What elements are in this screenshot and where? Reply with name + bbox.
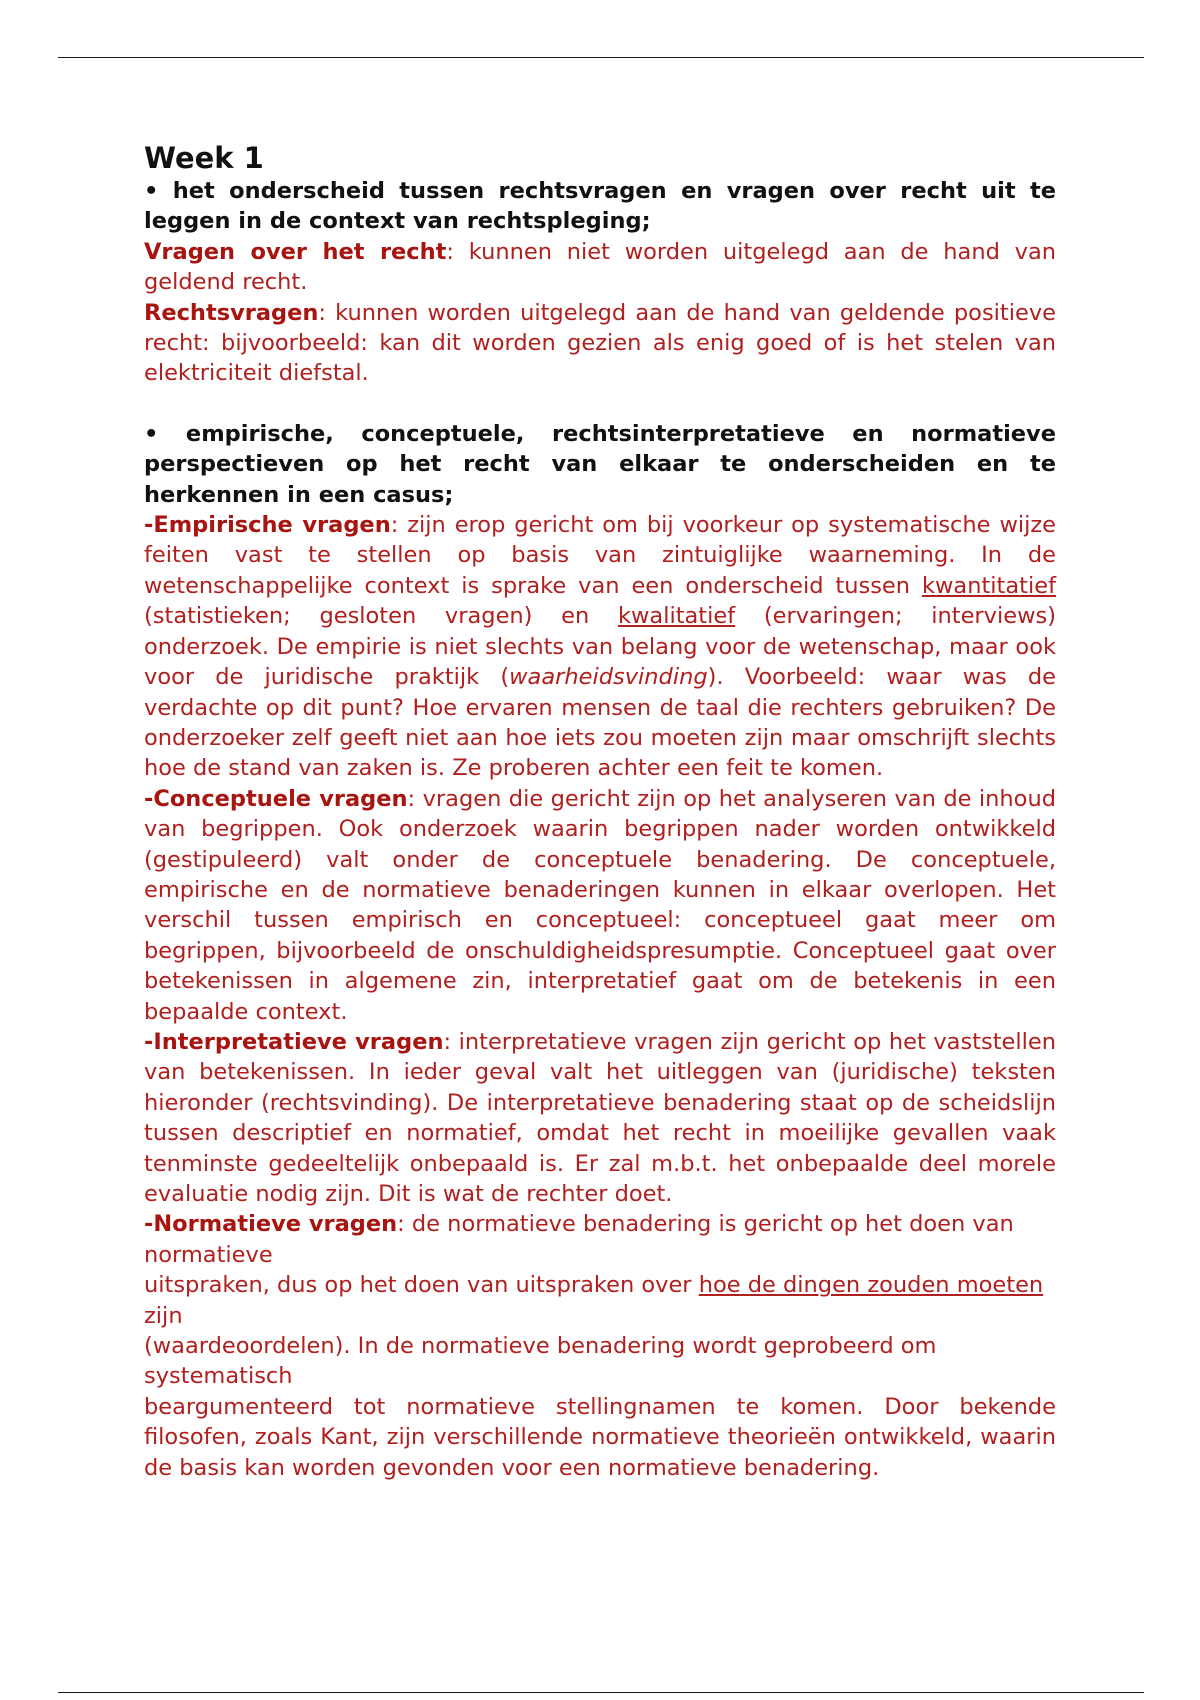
bottom-rule: [58, 1692, 1144, 1693]
definition-text: uitspraken, dus op het doen van uitspraken over: [144, 1272, 699, 1299]
paragraph-rechtsvragen: [144, 298, 1056, 389]
definition-text: zijn: [144, 1302, 183, 1329]
definition-text: : interpretatieve vragen zijn gericht op het vaststellen van betekenissen. In ieder geval valt het uitleggen van (juridische) teksten hieronder (rechtsvinding). De interpretatieve benadering staat op de scheidslijn tussen descriptief en normatief, omdat het recht in moeilijke gevallen vaak tenminste gedeeltelijk onbepaald is. Er zal m.b.t. het onbepaalde deel morele evaluatie nodig zijn. Dit is wat de rechter doet.: [144, 1028, 1056, 1207]
underlined-term: hoe de dingen zouden moeten: [698, 1272, 1044, 1299]
term-empirische-vragen: -Empirische vragen: [144, 512, 391, 539]
definition-text: : zijn erop gericht om bij voorkeur op systematische wijze feiten vast te stellen op basis van zintuiglijke waarneming. In de wetenschappelijke context is sprake van een onderscheid tussen: [144, 512, 1056, 599]
paragraph-normatieve-vragen-line-3: (waardeoordelen). In de normatieve benadering wordt geprobeerd om systematisch: [144, 1333, 937, 1390]
paragraph-normatieve-vragen-line-1: [144, 1209, 1056, 1270]
definition-text: (statistieken; gesloten vragen) en: [144, 603, 618, 630]
definition-text: (ervaringen; interviews) onderzoek. De empirie is niet slechts van belang voor de wetenschap, maar ook voor de juridische praktijk (: [144, 603, 1056, 691]
underlined-term: kwantitatief: [921, 572, 1056, 599]
paragraph-normatieve-vragen-line-4: beargumenteerd tot normatieve stellingnamen te komen. Door bekende filosofen, zoals Kant, zijn verschillende normatieve theorieën ontwikkeld, waarin de basis kan worden gevonden voor een normatieve benadering.: [144, 1393, 1056, 1481]
definition-text: : vragen die gericht zijn op het analyseren van de inhoud van begrippen. Ook onderzoek waarin begrippen nader worden ontwikkeld (gestipuleerd) valt onder de conceptuele benadering. De conceptuele, empirische en de normatieve benaderingen kunnen in elkaar overlopen. Het verschil tussen empirisch en conceptueel: conceptueel gaat meer om begrippen, bijvoorbeeld de onschuldigheidspresumptie. Conceptueel gaat over betekenissen in algemene zin, interpretatief gaat om de betekenis in een bepaalde context.: [144, 785, 1056, 1025]
definition-text: : kunnen worden uitgelegd aan de hand van geldende positieve recht: bijvoorbeeld: kan dit worden gezien als enig goed of is het stelen van elektriciteit diefstal.: [144, 299, 1056, 387]
top-rule: [58, 57, 1144, 58]
document-body: [144, 140, 1056, 1483]
definition-text: : kunnen niet worden uitgelegd aan de hand van geldend recht.: [144, 238, 1057, 296]
definition-text: ). Voorbeeld: waar was de verdachte op dit punt? Hoe ervaren mensen de taal die rechters gebruiken? De onderzoeker zelf geeft niet aan hoe iets zou moeten zijn maar omschrijft slechts hoe de stand van zaken is. Ze proberen achter een feit te komen.: [144, 664, 1056, 782]
term-normatieve-vragen: -Normatieve vragen: [144, 1211, 398, 1238]
paragraph-empirische-vragen: [144, 510, 1056, 784]
paragraph-normatieve-vragen-line-2: [144, 1270, 1056, 1331]
term-rechtsvragen: Rechtsvragen: [144, 299, 319, 326]
underlined-term: kwalitatief: [617, 603, 736, 630]
definition-text: : de normatieve benadering is gericht op het doen van normatieve: [144, 1211, 1014, 1268]
paragraph-interpretatieve-vragen: [144, 1027, 1056, 1209]
italic-term: waarheidsvinding: [509, 664, 708, 691]
term-conceptuele-vragen: -Conceptuele vragen: [144, 785, 408, 812]
paragraph-spacer: [144, 389, 1056, 419]
paragraph-conceptuele-vragen: [144, 784, 1056, 1027]
paragraph-vragen-over-recht: [144, 237, 1056, 298]
term-interpretatieve-vragen: -Interpretatieve vragen: [144, 1028, 444, 1055]
page-title: Week 1: [144, 141, 264, 175]
term-vragen-over-recht: Vragen over het recht: [144, 238, 447, 265]
learning-objective-2: • empirische, conceptuele, rechtsinterpretatieve en normatieve perspectieven op het recht van elkaar te onderscheiden en te herkennen in een casus;: [144, 420, 1056, 508]
learning-objective-1: • het onderscheid tussen rechtsvragen en vragen over recht uit te leggen in de context van rechtspleging;: [144, 178, 1056, 235]
